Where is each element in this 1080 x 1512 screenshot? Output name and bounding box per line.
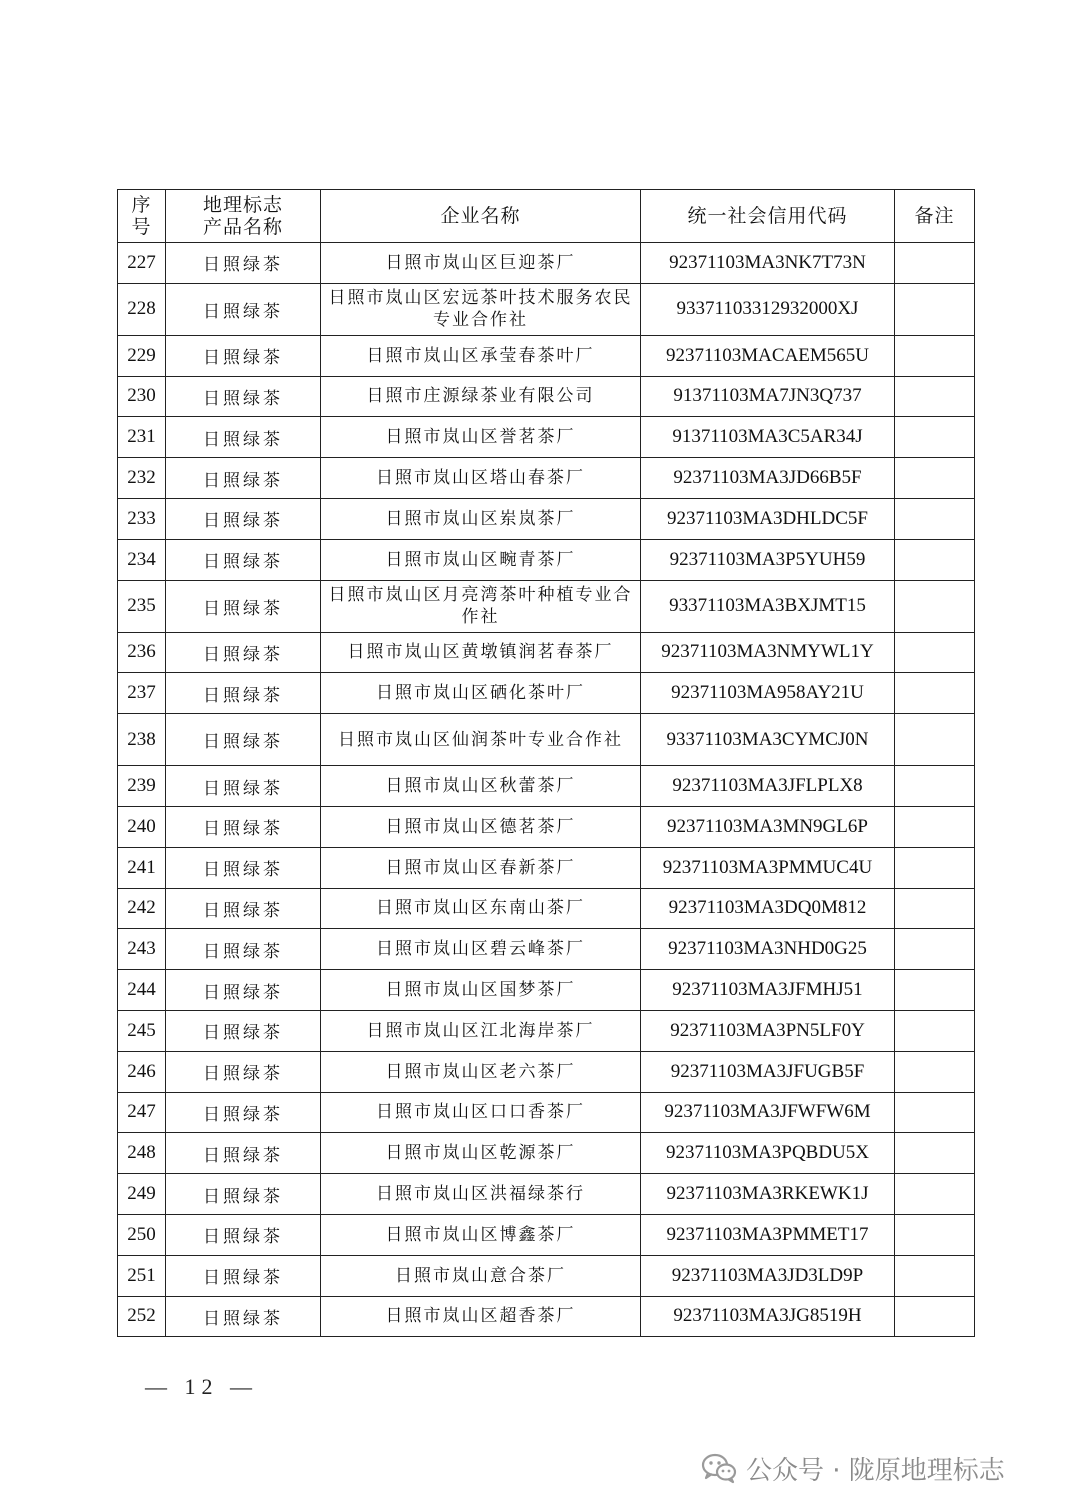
enterprise-name: 日照市岚山区国梦茶厂 (321, 970, 641, 1011)
enterprise-name: 日照市岚山区塔山春茶厂 (321, 458, 641, 499)
product-name: 日照绿茶 (166, 458, 321, 499)
remark-cell (895, 847, 975, 888)
enterprise-name: 日照市岚山区秋蕾茶厂 (321, 766, 641, 807)
header-remark: 备注 (895, 190, 975, 243)
credit-code: 92371103MA3PMMUC4U (641, 847, 895, 888)
table-row (118, 417, 975, 458)
enterprise-name: 日照市岚山区巨迎茶厂 (321, 243, 641, 284)
row-number: 240 (118, 806, 166, 847)
watermark-text: 公众号 · 陇原地理标志 (746, 1455, 1005, 1486)
row-number: 236 (118, 632, 166, 673)
product-name: 日照绿茶 (166, 335, 321, 376)
enterprise-name: 日照市岚山区老六茶厂 (321, 1051, 641, 1092)
remark-cell (895, 539, 975, 580)
remark-cell (895, 1255, 975, 1296)
table-row (118, 1051, 975, 1092)
credit-code: 92371103MA3DHLDC5F (641, 498, 895, 539)
credit-code: 92371103MA3RKEWK1J (641, 1174, 895, 1215)
table-row (118, 1092, 975, 1133)
remark-cell (895, 673, 975, 714)
remark-cell (895, 1214, 975, 1255)
row-number: 237 (118, 673, 166, 714)
table-row (118, 335, 975, 376)
enterprise-name: 日照市岚山区超香茶厂 (321, 1296, 641, 1337)
enterprise-name: 日照市岚山区洪福绿茶行 (321, 1174, 641, 1215)
credit-code: 91371103MA3C5AR34J (641, 417, 895, 458)
product-name: 日照绿茶 (166, 1296, 321, 1337)
product-name: 日照绿茶 (166, 498, 321, 539)
table-row (118, 970, 975, 1011)
product-name: 日照绿茶 (166, 714, 321, 766)
credit-code: 92371103MA3JFLPLX8 (641, 766, 895, 807)
row-number: 229 (118, 335, 166, 376)
product-name: 日照绿茶 (166, 929, 321, 970)
product-name: 日照绿茶 (166, 283, 321, 335)
credit-code: 92371103MA3PMMET17 (641, 1214, 895, 1255)
product-name: 日照绿茶 (166, 632, 321, 673)
remark-cell (895, 1010, 975, 1051)
table-row (118, 580, 975, 632)
row-number: 239 (118, 766, 166, 807)
enterprise-name: 日照市岚山区黄墩镇润茗春茶厂 (321, 632, 641, 673)
remark-cell (895, 283, 975, 335)
product-name: 日照绿茶 (166, 1133, 321, 1174)
product-name: 日照绿茶 (166, 1214, 321, 1255)
header-product: 地理标志产品名称 (166, 190, 321, 243)
enterprise-name: 日照市岚山区誉茗茶厂 (321, 417, 641, 458)
enterprise-name: 日照市岚山区碧云峰茶厂 (321, 929, 641, 970)
enterprise-name: 日照市岚山区仙润茶叶专业合作社 (321, 714, 641, 766)
page-number: — 12 — (145, 1374, 258, 1399)
table-row (118, 673, 975, 714)
credit-code: 92371103MA3PN5LF0Y (641, 1010, 895, 1051)
credit-code: 92371103MA3JD3LD9P (641, 1255, 895, 1296)
table-row (118, 1214, 975, 1255)
enterprise-name: 日照市岚山区博鑫茶厂 (321, 1214, 641, 1255)
wechat-icon (700, 1452, 738, 1484)
credit-code: 93371103MA3BXJMT15 (641, 580, 895, 632)
enterprise-name: 日照市岚山区口口香茶厂 (321, 1092, 641, 1133)
product-name: 日照绿茶 (166, 1010, 321, 1051)
product-name: 日照绿茶 (166, 1255, 321, 1296)
table-row (118, 376, 975, 417)
product-name: 日照绿茶 (166, 539, 321, 580)
remark-cell (895, 1174, 975, 1215)
row-number: 250 (118, 1214, 166, 1255)
enterprise-table (117, 189, 975, 1337)
table-row (118, 1133, 975, 1174)
remark-cell (895, 714, 975, 766)
remark-cell (895, 929, 975, 970)
remark-cell (895, 498, 975, 539)
enterprise-name: 日照市岚山区硒化茶叶厂 (321, 673, 641, 714)
product-name: 日照绿茶 (166, 888, 321, 929)
header-no: 序号 (118, 190, 166, 243)
enterprise-name: 日照市岚山区畹青茶厂 (321, 539, 641, 580)
enterprise-name: 日照市岚山意合茶厂 (321, 1255, 641, 1296)
product-name: 日照绿茶 (166, 376, 321, 417)
remark-cell (895, 335, 975, 376)
product-name: 日照绿茶 (166, 673, 321, 714)
credit-code: 92371103MA3NHD0G25 (641, 929, 895, 970)
credit-code: 92371103MA3MN9GL6P (641, 806, 895, 847)
row-number: 231 (118, 417, 166, 458)
table-row (118, 929, 975, 970)
enterprise-name: 日照市岚山区宏远茶叶技术服务农民专业合作社 (321, 283, 641, 335)
credit-code: 92371103MA3DQ0M812 (641, 888, 895, 929)
product-name: 日照绿茶 (166, 970, 321, 1011)
row-number: 241 (118, 847, 166, 888)
table-row (118, 1255, 975, 1296)
table-row (118, 714, 975, 766)
header-code: 统一社会信用代码 (641, 190, 895, 243)
enterprise-name: 日照市岚山区东南山茶厂 (321, 888, 641, 929)
remark-cell (895, 1296, 975, 1337)
credit-code: 92371103MA958AY21U (641, 673, 895, 714)
row-number: 228 (118, 283, 166, 335)
remark-cell (895, 1092, 975, 1133)
credit-code: 92371103MA3NMYWL1Y (641, 632, 895, 673)
product-name: 日照绿茶 (166, 417, 321, 458)
row-number: 230 (118, 376, 166, 417)
table-header-row (118, 190, 975, 243)
row-number: 242 (118, 888, 166, 929)
table-row (118, 847, 975, 888)
credit-code: 93371103312932000XJ (641, 283, 895, 335)
product-name: 日照绿茶 (166, 243, 321, 284)
product-name: 日照绿茶 (166, 847, 321, 888)
remark-cell (895, 632, 975, 673)
row-number: 244 (118, 970, 166, 1011)
table-row (118, 458, 975, 499)
row-number: 252 (118, 1296, 166, 1337)
table-row (118, 632, 975, 673)
enterprise-name: 日照市岚山区岽岚茶厂 (321, 498, 641, 539)
remark-cell (895, 1051, 975, 1092)
product-name: 日照绿茶 (166, 806, 321, 847)
product-name: 日照绿茶 (166, 1051, 321, 1092)
credit-code: 92371103MACAEM565U (641, 335, 895, 376)
table-row (118, 539, 975, 580)
enterprise-name: 日照市岚山区春新茶厂 (321, 847, 641, 888)
table-row (118, 283, 975, 335)
row-number: 246 (118, 1051, 166, 1092)
credit-code: 92371103MA3JFWFW6M (641, 1092, 895, 1133)
enterprise-name: 日照市庄源绿茶业有限公司 (321, 376, 641, 417)
remark-cell (895, 888, 975, 929)
table-row (118, 806, 975, 847)
credit-code: 92371103MA3JFMHJ51 (641, 970, 895, 1011)
credit-code: 92371103MA3PQBDU5X (641, 1133, 895, 1174)
enterprise-name: 日照市岚山区承莹春茶叶厂 (321, 335, 641, 376)
credit-code: 92371103MA3JFUGB5F (641, 1051, 895, 1092)
row-number: 245 (118, 1010, 166, 1051)
watermark (700, 1448, 1005, 1488)
row-number: 227 (118, 243, 166, 284)
remark-cell (895, 376, 975, 417)
credit-code: 91371103MA7JN3Q737 (641, 376, 895, 417)
remark-cell (895, 970, 975, 1011)
credit-code: 92371103MA3NK7T73N (641, 243, 895, 284)
table-row (118, 888, 975, 929)
remark-cell (895, 417, 975, 458)
header-enterprise: 企业名称 (321, 190, 641, 243)
row-number: 247 (118, 1092, 166, 1133)
row-number: 235 (118, 580, 166, 632)
product-name: 日照绿茶 (166, 766, 321, 807)
credit-code: 92371103MA3JG8519H (641, 1296, 895, 1337)
table-row (118, 1010, 975, 1051)
product-name: 日照绿茶 (166, 580, 321, 632)
row-number: 238 (118, 714, 166, 766)
table-row (118, 498, 975, 539)
table-body (118, 243, 975, 1337)
table-row (118, 1296, 975, 1337)
credit-code: 92371103MA3JD66B5F (641, 458, 895, 499)
enterprise-name: 日照市岚山区江北海岸茶厂 (321, 1010, 641, 1051)
remark-cell (895, 580, 975, 632)
row-number: 232 (118, 458, 166, 499)
product-name: 日照绿茶 (166, 1092, 321, 1133)
enterprise-name: 日照市岚山区乾源茶厂 (321, 1133, 641, 1174)
table-row (118, 766, 975, 807)
credit-code: 92371103MA3P5YUH59 (641, 539, 895, 580)
enterprise-name: 日照市岚山区月亮湾茶叶种植专业合作社 (321, 580, 641, 632)
product-name: 日照绿茶 (166, 1174, 321, 1215)
credit-code: 93371103MA3CYMCJ0N (641, 714, 895, 766)
row-number: 243 (118, 929, 166, 970)
row-number: 251 (118, 1255, 166, 1296)
table-row (118, 1174, 975, 1215)
enterprise-name: 日照市岚山区德茗茶厂 (321, 806, 641, 847)
row-number: 234 (118, 539, 166, 580)
row-number: 233 (118, 498, 166, 539)
remark-cell (895, 766, 975, 807)
remark-cell (895, 806, 975, 847)
remark-cell (895, 243, 975, 284)
table-row (118, 243, 975, 284)
row-number: 248 (118, 1133, 166, 1174)
row-number: 249 (118, 1174, 166, 1215)
remark-cell (895, 1133, 975, 1174)
remark-cell (895, 458, 975, 499)
